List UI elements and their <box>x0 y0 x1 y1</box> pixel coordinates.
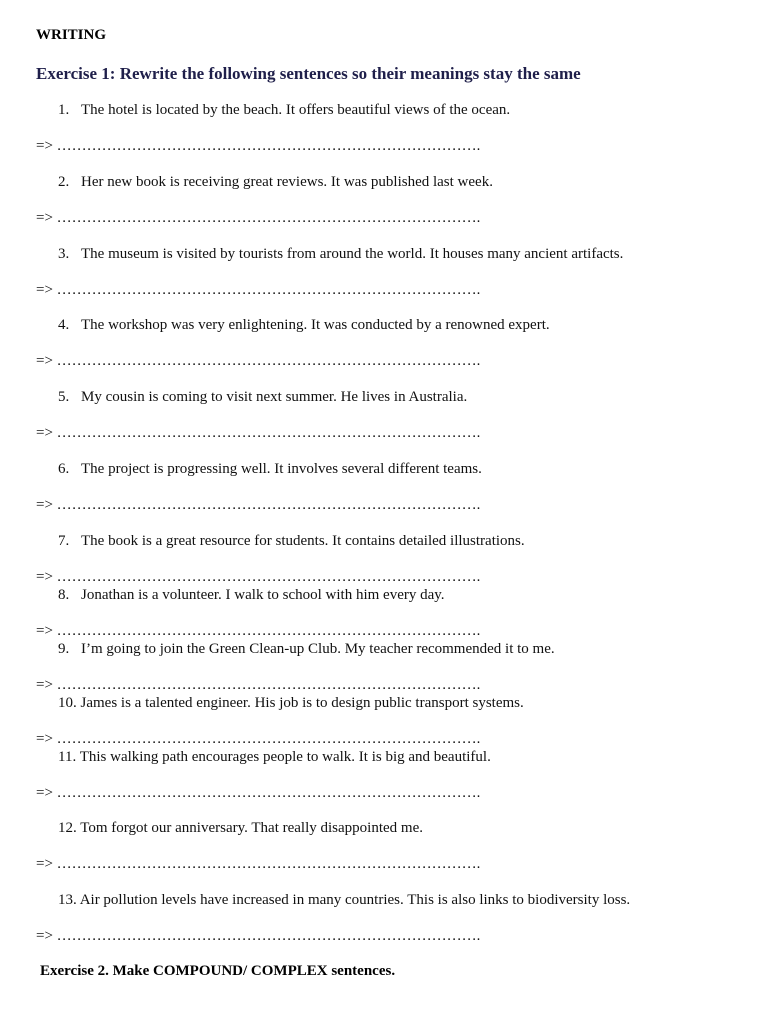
exercise-item-3 <box>58 246 623 263</box>
item-sentence: The museum is visited by tourists from around the world. It houses many ancient artifacts. <box>81 246 624 262</box>
item-sentence: James is a talented engineer. His job is to design public transport systems. <box>80 695 524 711</box>
item-number: 3. <box>58 246 70 262</box>
item-sentence: The workshop was very enlightening. It was conducted by a renowned expert. <box>81 317 550 333</box>
answer-line-12: => …………………………………………………………………………. <box>36 856 481 872</box>
exercise-item-10 <box>58 695 524 712</box>
item-number: 12. <box>58 820 77 836</box>
item-number: 11. <box>58 749 77 765</box>
exercise-item-1 <box>58 102 510 119</box>
exercise-item-4 <box>58 317 550 334</box>
item-sentence: I’m going to join the Green Clean-up Club. My teacher recommended it to me. <box>81 641 555 657</box>
item-sentence: The hotel is located by the beach. It offers beautiful views of the ocean. <box>81 102 511 118</box>
answer-line-3: => …………………………………………………………………………. <box>36 282 481 298</box>
answer-line-10: => …………………………………………………………………………. <box>36 731 481 747</box>
item-number: 7. <box>58 533 70 549</box>
answer-line-4: => …………………………………………………………………………. <box>36 353 481 369</box>
answer-line-11: => …………………………………………………………………………. <box>36 785 481 801</box>
item-number: 4. <box>58 317 70 333</box>
answer-line-9: => …………………………………………………………………………. <box>36 677 481 693</box>
item-number: 6. <box>58 461 70 477</box>
answer-line-2: => …………………………………………………………………………. <box>36 210 481 226</box>
item-sentence: Tom forgot our anniversary. That really disappointed me. <box>80 820 423 836</box>
item-number: 10. <box>58 695 77 711</box>
item-sentence: The project is progressing well. It involves several different teams. <box>81 461 482 477</box>
answer-line-8: => …………………………………………………………………………. <box>36 623 481 639</box>
answer-line-6: => …………………………………………………………………………. <box>36 497 481 513</box>
exercise-item-11 <box>58 749 491 766</box>
exercise-2-title: Exercise 2. Make COMPOUND/ COMPLEX sentences. <box>40 963 396 979</box>
exercise-1-title: Exercise 1: Rewrite the following sentences so their meanings stay the same <box>36 64 581 83</box>
exercise-item-8 <box>58 587 445 604</box>
item-sentence: Jonathan is a volunteer. I walk to school with him every day. <box>81 587 445 603</box>
item-sentence: Her new book is receiving great reviews. It was published last week. <box>81 174 493 190</box>
item-number: 1. <box>58 102 70 118</box>
answer-line-5: => …………………………………………………………………………. <box>36 425 481 441</box>
item-number: 8. <box>58 587 70 603</box>
exercise-item-13 <box>58 892 630 909</box>
item-number: 9. <box>58 641 70 657</box>
item-sentence: Air pollution levels have increased in many countries. This is also links to biodiversity loss. <box>79 892 631 908</box>
answer-line-7: => …………………………………………………………………………. <box>36 569 481 585</box>
answer-line-13: => …………………………………………………………………………. <box>36 928 481 944</box>
item-number: 13. <box>58 892 77 908</box>
exercise-item-7 <box>58 533 525 550</box>
exercise-item-6 <box>58 461 482 478</box>
item-number: 5. <box>58 389 70 405</box>
answer-line-1: => …………………………………………………………………………. <box>36 138 481 154</box>
item-sentence: This walking path encourages people to walk. It is big and beautiful. <box>79 749 491 765</box>
section-heading: WRITING <box>36 27 107 43</box>
exercise-item-12 <box>58 820 423 837</box>
item-number: 2. <box>58 174 70 190</box>
item-sentence: The book is a great resource for students. It contains detailed illustrations. <box>81 533 525 549</box>
item-sentence: My cousin is coming to visit next summer. He lives in Australia. <box>81 389 468 405</box>
exercise-item-5 <box>58 389 467 406</box>
exercise-item-2 <box>58 174 493 191</box>
exercise-item-9 <box>58 641 555 658</box>
